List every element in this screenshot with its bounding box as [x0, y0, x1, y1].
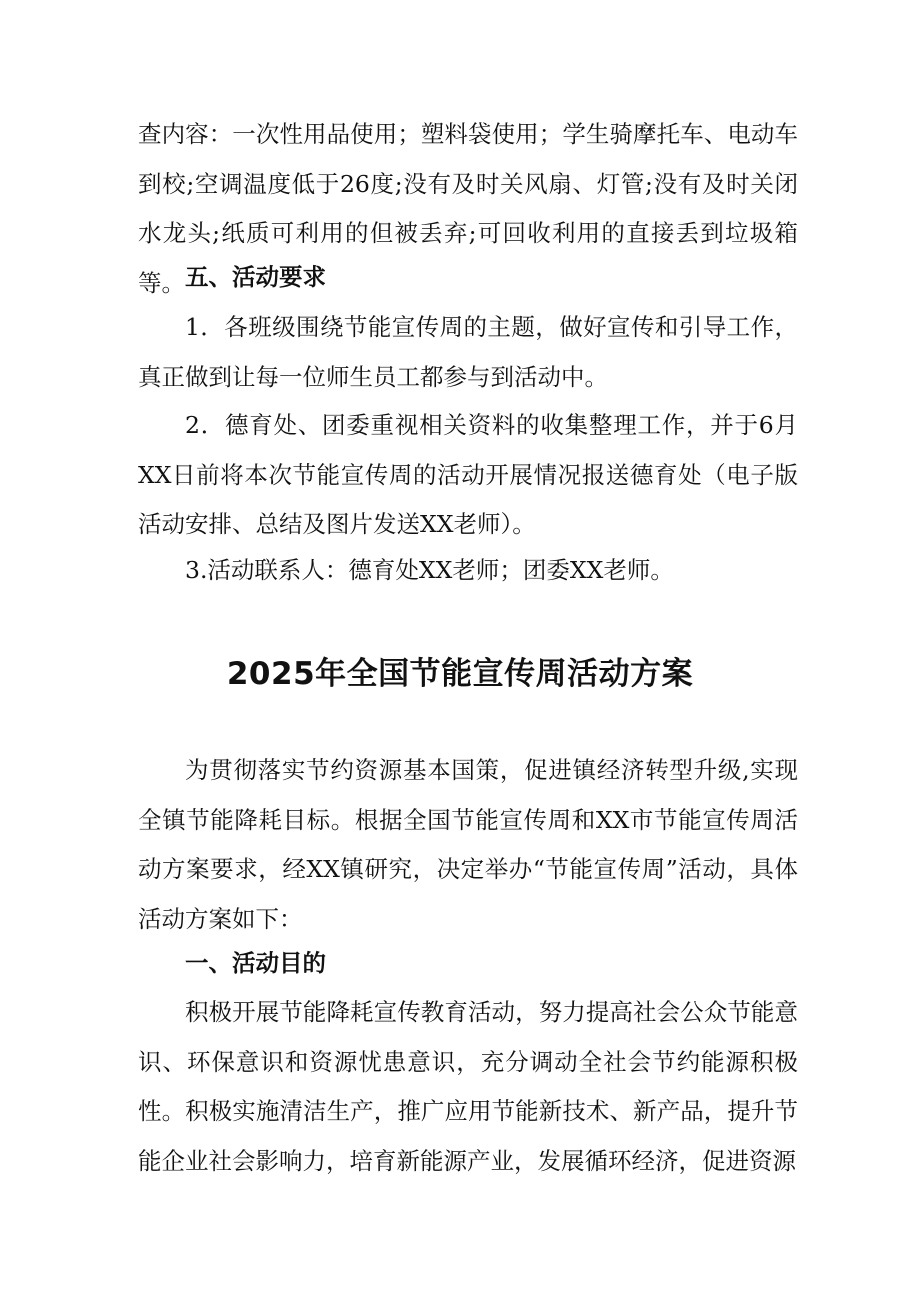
requirement-1-paragraph: 1．各班级围绕节能宣传周的主题，做好宣传和引导工作，真正做到让每一位师生员工都参与到活动中。	[138, 313, 798, 391]
plan-intro-paragraph: 为贯彻落实节约资源基本国策，促进镇经济转型升级,实现全镇节能降耗目标。根据全国节能宣传周和XX市节能宣传周活动方案要求，经XX镇研究，决定举办“节能宣传周”活动，具体活动方案如下：	[138, 756, 798, 933]
requirement-2-paragraph: 2．德育处、团委重视相关资料的收集整理工作，并于6月XX日前将本次节能宣传周的活动开展情况报送德育处（电子版活动安排、总结及图片发送XX老师）。	[138, 411, 798, 538]
section-one-heading: 一、活动目的	[185, 949, 326, 977]
purpose-paragraph: 积极开展节能降耗宣传教育活动，努力提高社会公众节能意识、环保意识和资源忧患意识，充分调动全社会节约能源积极性。积极实施清洁生产，推广应用节能新技术、新产品，提升节能企业社会影响力，培育新能源产业，发展循环经济，促进资源	[138, 998, 798, 1175]
requirement-3-paragraph: 3.活动联系人：德育处XX老师；团委XX老师。	[185, 556, 674, 584]
section-five-heading: 五、活动要求	[185, 263, 326, 291]
check-content-paragraph: 查内容：一次性用品使用；塑料袋使用；学生骑摩托车、电动车到校;空调温度低于26度;没有及时关风扇、灯管;没有及时关闭水龙头;纸质可利用的但被丢弃;可回收利用的直接丢到垃圾箱等。	[138, 120, 798, 297]
plan-title: 2025年全国节能宣传周活动方案	[226, 656, 694, 692]
